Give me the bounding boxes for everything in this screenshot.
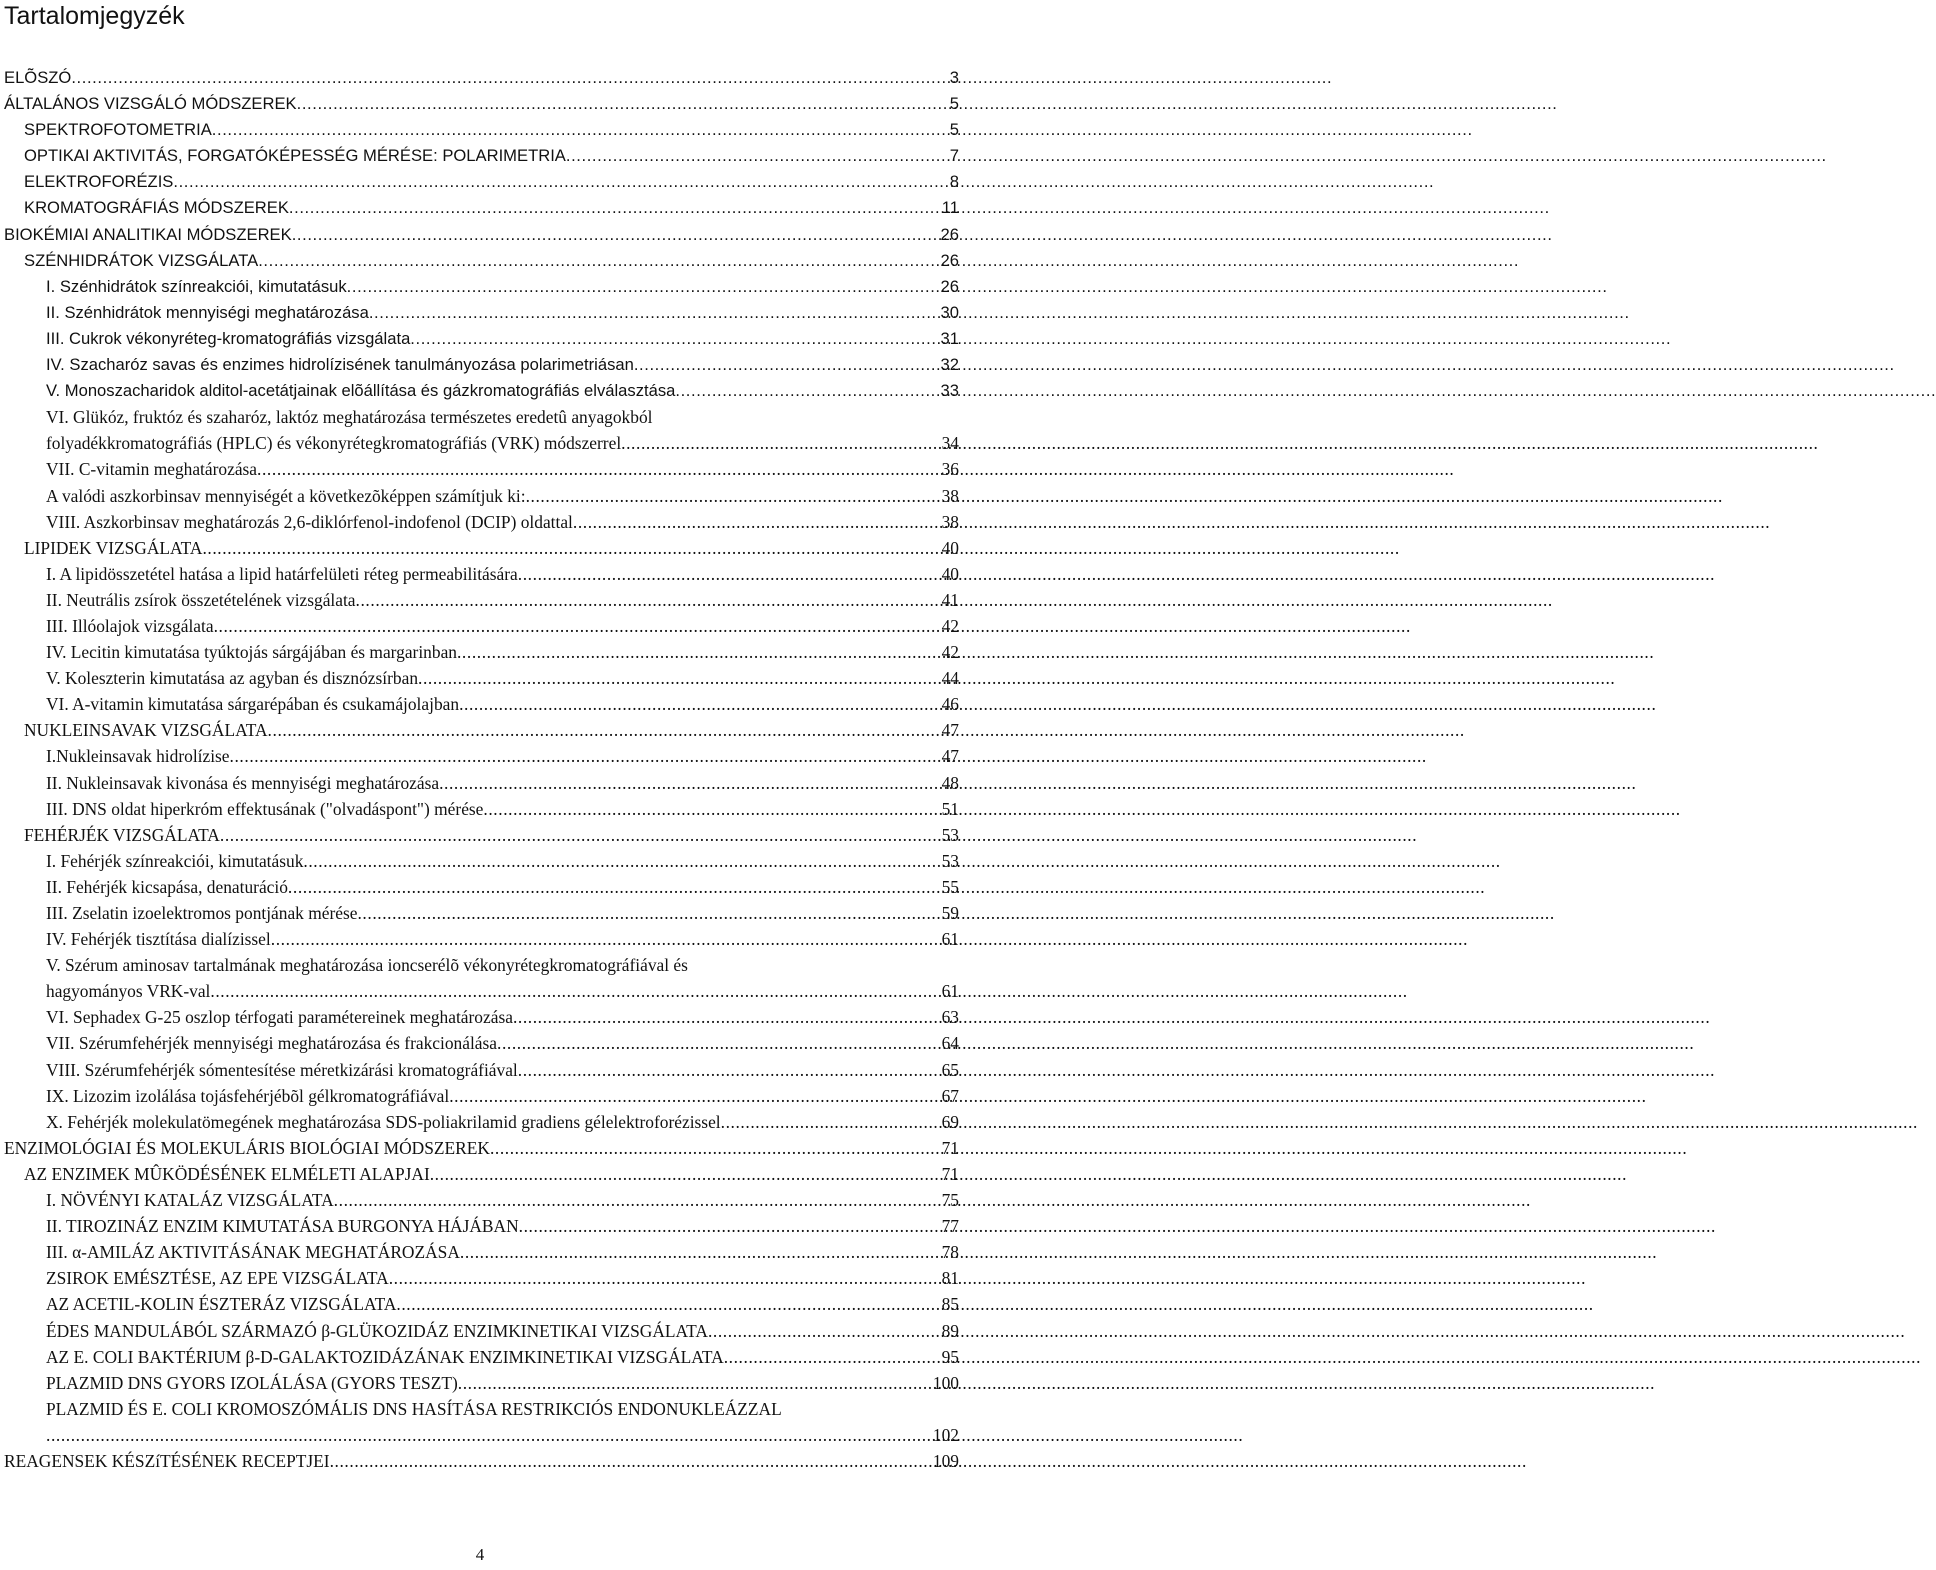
dot-leader <box>292 222 940 248</box>
toc-entry-title: FEHÉRJÉK VIZSGÁLATA <box>24 824 220 845</box>
toc-entry-title: IV. Szacharóz savas és enzimes hidrolízisének tanulmányozása polarimetriásan <box>46 355 634 375</box>
toc-entry[interactable] <box>4 274 959 300</box>
toc-entry-title: AZ ENZIMEK MÛKÖDÉSÉNEK ELMÉLETI ALAPJAI <box>24 1163 430 1184</box>
toc-entry-page-number: 85 <box>941 1294 959 1315</box>
toc-entry-title: V. Szérum aminosav tartalmának meghatározása ioncserélõ vékonyrétegkromatográfiával és <box>46 955 688 976</box>
toc-entry-page-number: 41 <box>941 589 959 610</box>
dot-leader <box>210 978 940 1004</box>
toc-entry[interactable] <box>4 1265 959 1291</box>
toc-entry[interactable] <box>4 561 959 587</box>
toc-entry[interactable] <box>4 874 959 900</box>
toc-entry[interactable] <box>4 117 959 143</box>
toc-entry[interactable] <box>4 717 959 743</box>
toc-entry[interactable] <box>4 1187 959 1213</box>
toc-entry-page-number: 8 <box>949 172 959 192</box>
toc-entry-title: ZSIROK EMÉSZTÉSE, AZ EPE VIZSGÁLATA <box>46 1268 389 1289</box>
dot-leader <box>513 1004 941 1030</box>
toc-entry-title: V. Monoszacharidok alditol-acetátjainak elõállítása és gázkromatográfiás elválasztása <box>46 381 676 401</box>
toc-entry-title: PLAZMID DNS GYORS IZOLÁLÁSA (GYORS TESZT) <box>46 1372 458 1393</box>
toc-entry-title: AZ E. COLI BAKTÉRIUM β-D-GALAKTOZIDÁZÁNAK ENZIMKINETIKAI VIZSGÁLATA <box>46 1346 724 1367</box>
toc-entry-page-number: 67 <box>941 1085 959 1106</box>
toc-entry-title: ÉDES MANDULÁBÓL SZÁRMAZÓ β-GLÜKOZIDÁZ ENZIMKINETIKAI VIZSGÁLATA <box>46 1320 708 1341</box>
toc-entry-page-number: 65 <box>941 1059 959 1080</box>
toc-entry[interactable] <box>4 1057 959 1083</box>
toc-entry-page-number: 102 <box>932 1424 959 1445</box>
toc-entry-page-number: 40 <box>941 537 959 558</box>
document-page <box>0 0 960 1570</box>
toc-entry-title: KROMATOGRÁFIÁS MÓDSZEREK <box>24 198 289 218</box>
dot-leader <box>459 691 941 717</box>
toc-entry[interactable] <box>4 978 959 1004</box>
toc-entry[interactable] <box>4 1135 959 1161</box>
toc-entry-title: IV. Lecitin kimutatása tyúktojás sárgájában és margarinban <box>46 642 457 663</box>
toc-entry[interactable] <box>4 248 959 274</box>
toc-entry[interactable] <box>4 1396 959 1422</box>
toc-entry[interactable] <box>4 796 959 822</box>
toc-entry[interactable] <box>4 1422 959 1448</box>
toc-entry-page-number: 71 <box>941 1137 959 1158</box>
toc-entry[interactable] <box>4 509 959 535</box>
toc-entry[interactable] <box>4 483 959 509</box>
toc-entry-title: II. TIROZINÁZ ENZIM KIMUTATÁSA BURGONYA HÁJÁBAN <box>46 1216 519 1237</box>
dot-leader <box>357 900 940 926</box>
toc-entry-title: VIII. Aszkorbinsav meghatározás 2,6-diklórfenol-indofenol (DCIP) oldattal <box>46 511 573 532</box>
dot-leader <box>303 848 940 874</box>
toc-entry[interactable] <box>4 691 959 717</box>
dot-leader <box>519 1213 941 1239</box>
toc-entry-title: AZ ACETIL-KOLIN ÉSZTERÁZ VIZSGÁLATA <box>46 1294 397 1315</box>
toc-entry-title: V. Koleszterin kimutatása az agyban és disznózsírban <box>46 668 419 689</box>
toc-entry-title: VI. A-vitamin kimutatása sárgarépában és csukamájolajban <box>46 694 460 715</box>
toc-entry-page-number: 78 <box>941 1242 959 1263</box>
dot-leader <box>214 613 941 639</box>
toc-entry[interactable] <box>4 535 959 561</box>
page-title: Tartalomjegyzék <box>4 2 185 30</box>
dot-leader <box>173 169 948 195</box>
toc-entry-page-number: 34 <box>941 433 959 454</box>
dot-leader <box>230 743 941 769</box>
toc-entry-title: IX. Lizozim izolálása tojásfehérjébõl gélkromatográfiával <box>46 1085 450 1106</box>
toc-entry-page-number: 63 <box>941 1007 959 1028</box>
toc-entry-page-number: 81 <box>941 1268 959 1289</box>
toc-entry-title: LIPIDEK VIZSGÁLATA <box>24 537 203 558</box>
toc-entry-title: ENZIMOLÓGIAI ÉS MOLEKULÁRIS BIOLÓGIAI MÓDSZEREK <box>4 1137 490 1158</box>
toc-entry[interactable] <box>4 1109 959 1135</box>
toc-entry-title: OPTIKAI AKTIVITÁS, FORGATÓKÉPESSÉG MÉRÉSE: POLARIMETRIA <box>24 146 566 166</box>
dot-leader <box>675 378 939 404</box>
toc-entry[interactable] <box>4 404 959 430</box>
toc-entry-page-number: 38 <box>941 511 959 532</box>
toc-entry-page-number: 59 <box>941 903 959 923</box>
toc-entry-title: VIII. Szérumfehérjék sómentesítése méretkizárási kromatográfiával <box>46 1059 518 1080</box>
toc-entry-page-number: 53 <box>941 850 959 871</box>
toc-entry[interactable] <box>4 1370 959 1396</box>
dot-leader <box>708 1318 941 1344</box>
toc-entry[interactable] <box>4 770 959 796</box>
toc-entry-title: ELEKTROFORÉZIS <box>24 172 174 192</box>
table-of-contents <box>4 65 959 1474</box>
dot-leader <box>573 509 941 535</box>
toc-entry[interactable] <box>4 952 959 978</box>
dot-leader <box>396 1291 940 1317</box>
toc-entry-title: II. Neutrális zsírok összetételének vizsgálata <box>46 589 356 610</box>
dot-leader <box>721 1109 941 1135</box>
toc-entry-title: III. DNS oldat hiperkróm effektusának ("olvadáspont") mérése <box>46 798 484 819</box>
dot-leader <box>621 430 940 456</box>
toc-entry[interactable] <box>4 65 959 91</box>
toc-entry[interactable] <box>4 195 959 221</box>
toc-entry-page-number: 69 <box>941 1111 959 1132</box>
dot-leader <box>202 535 940 561</box>
toc-entry-page-number: 55 <box>941 876 959 897</box>
toc-entry-page-number: 64 <box>941 1033 959 1054</box>
toc-entry[interactable] <box>4 430 959 456</box>
toc-entry-page-number: 32 <box>940 355 959 375</box>
toc-entry-title: III. Illóolajok vizsgálata <box>46 615 214 636</box>
dot-leader <box>257 456 941 482</box>
toc-entry-page-number: 38 <box>941 485 959 506</box>
dot-leader <box>483 796 940 822</box>
toc-entry[interactable] <box>4 378 959 404</box>
dot-leader <box>449 1083 940 1109</box>
toc-entry-title: I. Szénhidrátok színreakciói, kimutatásuk <box>46 276 347 296</box>
dot-leader <box>439 770 941 796</box>
dot-leader <box>526 483 941 509</box>
dot-leader <box>518 561 941 587</box>
toc-entry-page-number: 40 <box>941 563 959 584</box>
dot-leader <box>288 874 941 900</box>
dot-leader <box>330 1448 932 1474</box>
dot-leader <box>271 926 941 952</box>
dot-leader <box>430 1161 941 1187</box>
toc-entry-page-number: 77 <box>941 1216 959 1237</box>
toc-entry-title: ELÕSZÓ <box>4 68 72 87</box>
toc-entry-title: SZÉNHIDRÁTOK VIZSGÁLATA <box>24 250 259 270</box>
toc-entry-page-number: 75 <box>941 1190 959 1211</box>
toc-entry[interactable] <box>4 1213 959 1239</box>
toc-entry-page-number: 5 <box>949 120 959 140</box>
dot-leader <box>347 274 940 300</box>
toc-entry-page-number: 33 <box>940 381 959 401</box>
toc-entry[interactable] <box>4 613 959 639</box>
dot-leader <box>457 639 941 665</box>
toc-entry-page-number: 109 <box>932 1450 959 1471</box>
toc-entry-title: I.Nukleinsavak hidrolízise <box>46 746 230 767</box>
toc-entry[interactable] <box>4 822 959 848</box>
dot-leader <box>634 352 940 378</box>
toc-entry-page-number: 46 <box>941 694 959 715</box>
dot-leader <box>289 195 941 221</box>
toc-entry-title: II. Szénhidrátok mennyiségi meghatározása <box>46 302 369 322</box>
toc-entry[interactable] <box>4 169 959 195</box>
dot-leader <box>334 1187 941 1213</box>
toc-entry[interactable] <box>4 1344 959 1370</box>
toc-entry-page-number: 26 <box>940 250 959 270</box>
toc-entry-title: NUKLEINSAVAK VIZSGÁLATA <box>24 720 268 741</box>
dot-leader <box>418 665 941 691</box>
toc-entry-title: ÁLTALÁNOS VIZSGÁLÓ MÓDSZEREK <box>4 94 297 114</box>
dot-leader <box>356 587 941 613</box>
toc-entry[interactable] <box>4 352 959 378</box>
toc-entry-page-number: 100 <box>932 1372 959 1393</box>
toc-entry[interactable] <box>4 326 959 352</box>
dot-leader <box>458 1370 932 1396</box>
toc-entry-page-number: 26 <box>940 276 959 296</box>
toc-entry[interactable] <box>4 926 959 952</box>
toc-entry-page-number: 5 <box>949 94 959 114</box>
toc-entry-page-number: 26 <box>940 224 959 244</box>
toc-entry-title: SPEKTROFOTOMETRIA <box>24 120 212 140</box>
toc-entry[interactable] <box>4 1083 959 1109</box>
toc-entry-page-number: 71 <box>941 1163 959 1184</box>
toc-entry-page-number: 89 <box>941 1320 959 1341</box>
toc-entry-page-number: 42 <box>941 642 959 663</box>
toc-entry[interactable] <box>4 91 959 117</box>
toc-entry-page-number: 61 <box>941 981 959 1002</box>
toc-entry[interactable] <box>4 1004 959 1030</box>
toc-entry[interactable] <box>4 143 959 169</box>
toc-entry-page-number: 61 <box>941 929 959 950</box>
toc-entry-page-number: 47 <box>941 720 959 741</box>
dot-leader <box>389 1265 941 1291</box>
toc-entry[interactable] <box>4 1030 959 1056</box>
toc-entry-page-number: 51 <box>941 798 959 819</box>
toc-entry-title: VII. C-vitamin meghatározása <box>46 459 258 480</box>
toc-entry-page-number: 11 <box>941 198 959 218</box>
dot-leader <box>212 117 949 143</box>
dot-leader <box>497 1030 941 1056</box>
dot-leader <box>460 1239 941 1265</box>
toc-entry[interactable] <box>4 1239 959 1265</box>
toc-entry-page-number: 36 <box>941 459 959 480</box>
toc-entry-title: III. Cukrok vékonyréteg-kromatográfiás vizsgálata <box>46 328 411 348</box>
toc-entry-title: BIOKÉMIAI ANALITIKAI MÓDSZEREK <box>4 224 292 244</box>
toc-entry-page-number: 30 <box>940 302 959 322</box>
dot-leader <box>220 822 941 848</box>
toc-entry[interactable] <box>4 587 959 613</box>
toc-entry-title: hagyományos VRK-val <box>46 981 211 1002</box>
toc-entry[interactable] <box>4 1291 959 1317</box>
toc-entry-title: VII. Szérumfehérjék mennyiségi meghatározása és frakcionálása <box>46 1033 497 1054</box>
toc-entry-page-number: 44 <box>941 668 959 689</box>
toc-entry-page-number: 3 <box>949 68 959 87</box>
dot-leader <box>518 1057 941 1083</box>
toc-entry-title: VI. Sephadex G-25 oszlop térfogati paramétereinek meghatározása <box>46 1007 513 1028</box>
toc-entry[interactable] <box>4 1161 959 1187</box>
toc-entry-title: I. NÖVÉNYI KATALÁZ VIZSGÁLATA <box>46 1190 334 1211</box>
toc-entry-title: I. A lipidösszetétel hatása a lipid határfelületi réteg permeabilitására <box>46 563 518 584</box>
toc-entry[interactable] <box>4 456 959 482</box>
toc-entry-page-number: 48 <box>941 772 959 793</box>
dot-leader <box>724 1344 941 1370</box>
toc-entry-title: I. Fehérjék színreakciói, kimutatásuk <box>46 850 304 871</box>
toc-entry[interactable] <box>4 639 959 665</box>
toc-entry[interactable] <box>4 1448 959 1474</box>
toc-entry[interactable] <box>4 900 959 926</box>
toc-entry-title: II. Fehérjék kicsapása, denaturáció <box>46 876 288 897</box>
dot-leader <box>490 1135 941 1161</box>
toc-entry[interactable] <box>4 1318 959 1344</box>
toc-entry-title: X. Fehérjék molekulatömegének meghatározása SDS-poliakrilamid gradiens gélelektroforézissel <box>46 1111 721 1132</box>
dot-leader <box>71 65 948 91</box>
page-number: 4 <box>475 1545 485 1564</box>
toc-entry-title: folyadékkromatográfiás (HPLC) és vékonyrétegkromatográfiás (VRK) módszerrel <box>46 433 622 454</box>
toc-entry[interactable] <box>4 743 959 769</box>
toc-entry-title: VI. Glükóz, fruktóz és szaharóz, laktóz meghatározása természetes eredetû anyagokból <box>46 407 653 428</box>
dot-leader <box>369 300 940 326</box>
toc-entry[interactable] <box>4 848 959 874</box>
dot-leader <box>258 248 939 274</box>
toc-entry-page-number: 42 <box>941 615 959 636</box>
dot-leader <box>268 717 941 743</box>
toc-entry-title: PLAZMID ÉS E. COLI KROMOSZÓMÁLIS DNS HASÍTÁSA RESTRIKCIÓS ENDONUKLEÁZZAL <box>46 1398 782 1419</box>
toc-entry[interactable] <box>4 222 959 248</box>
toc-entry-title: III. α-AMILÁZ AKTIVITÁSÁNAK MEGHATÁROZÁSA <box>46 1242 460 1263</box>
toc-entry-page-number: 95 <box>941 1346 959 1367</box>
toc-entry-title: REAGENSEK KÉSZíTÉSÉNEK RECEPTJEI <box>4 1450 330 1471</box>
toc-entry-title: IV. Fehérjék tisztítása dialízissel <box>46 929 271 950</box>
dot-leader <box>297 91 949 117</box>
toc-entry-title: III. Zselatin izoelektromos pontjának mérése <box>46 903 358 923</box>
toc-entry-title: A valódi aszkorbinsav mennyiségét a következõképpen számítjuk ki: <box>46 485 526 506</box>
toc-entry-page-number: 53 <box>941 824 959 845</box>
toc-entry-page-number: 31 <box>940 328 959 348</box>
toc-entry-title: II. Nukleinsavak kivonása és mennyiségi meghatározása <box>46 772 440 793</box>
toc-entry[interactable] <box>4 665 959 691</box>
dot-leader <box>566 143 949 169</box>
dot-leader <box>410 326 939 352</box>
dot-leader <box>46 1422 932 1448</box>
toc-entry-page-number: 7 <box>949 146 959 166</box>
toc-entry-page-number: 47 <box>941 746 959 767</box>
toc-entry[interactable] <box>4 300 959 326</box>
